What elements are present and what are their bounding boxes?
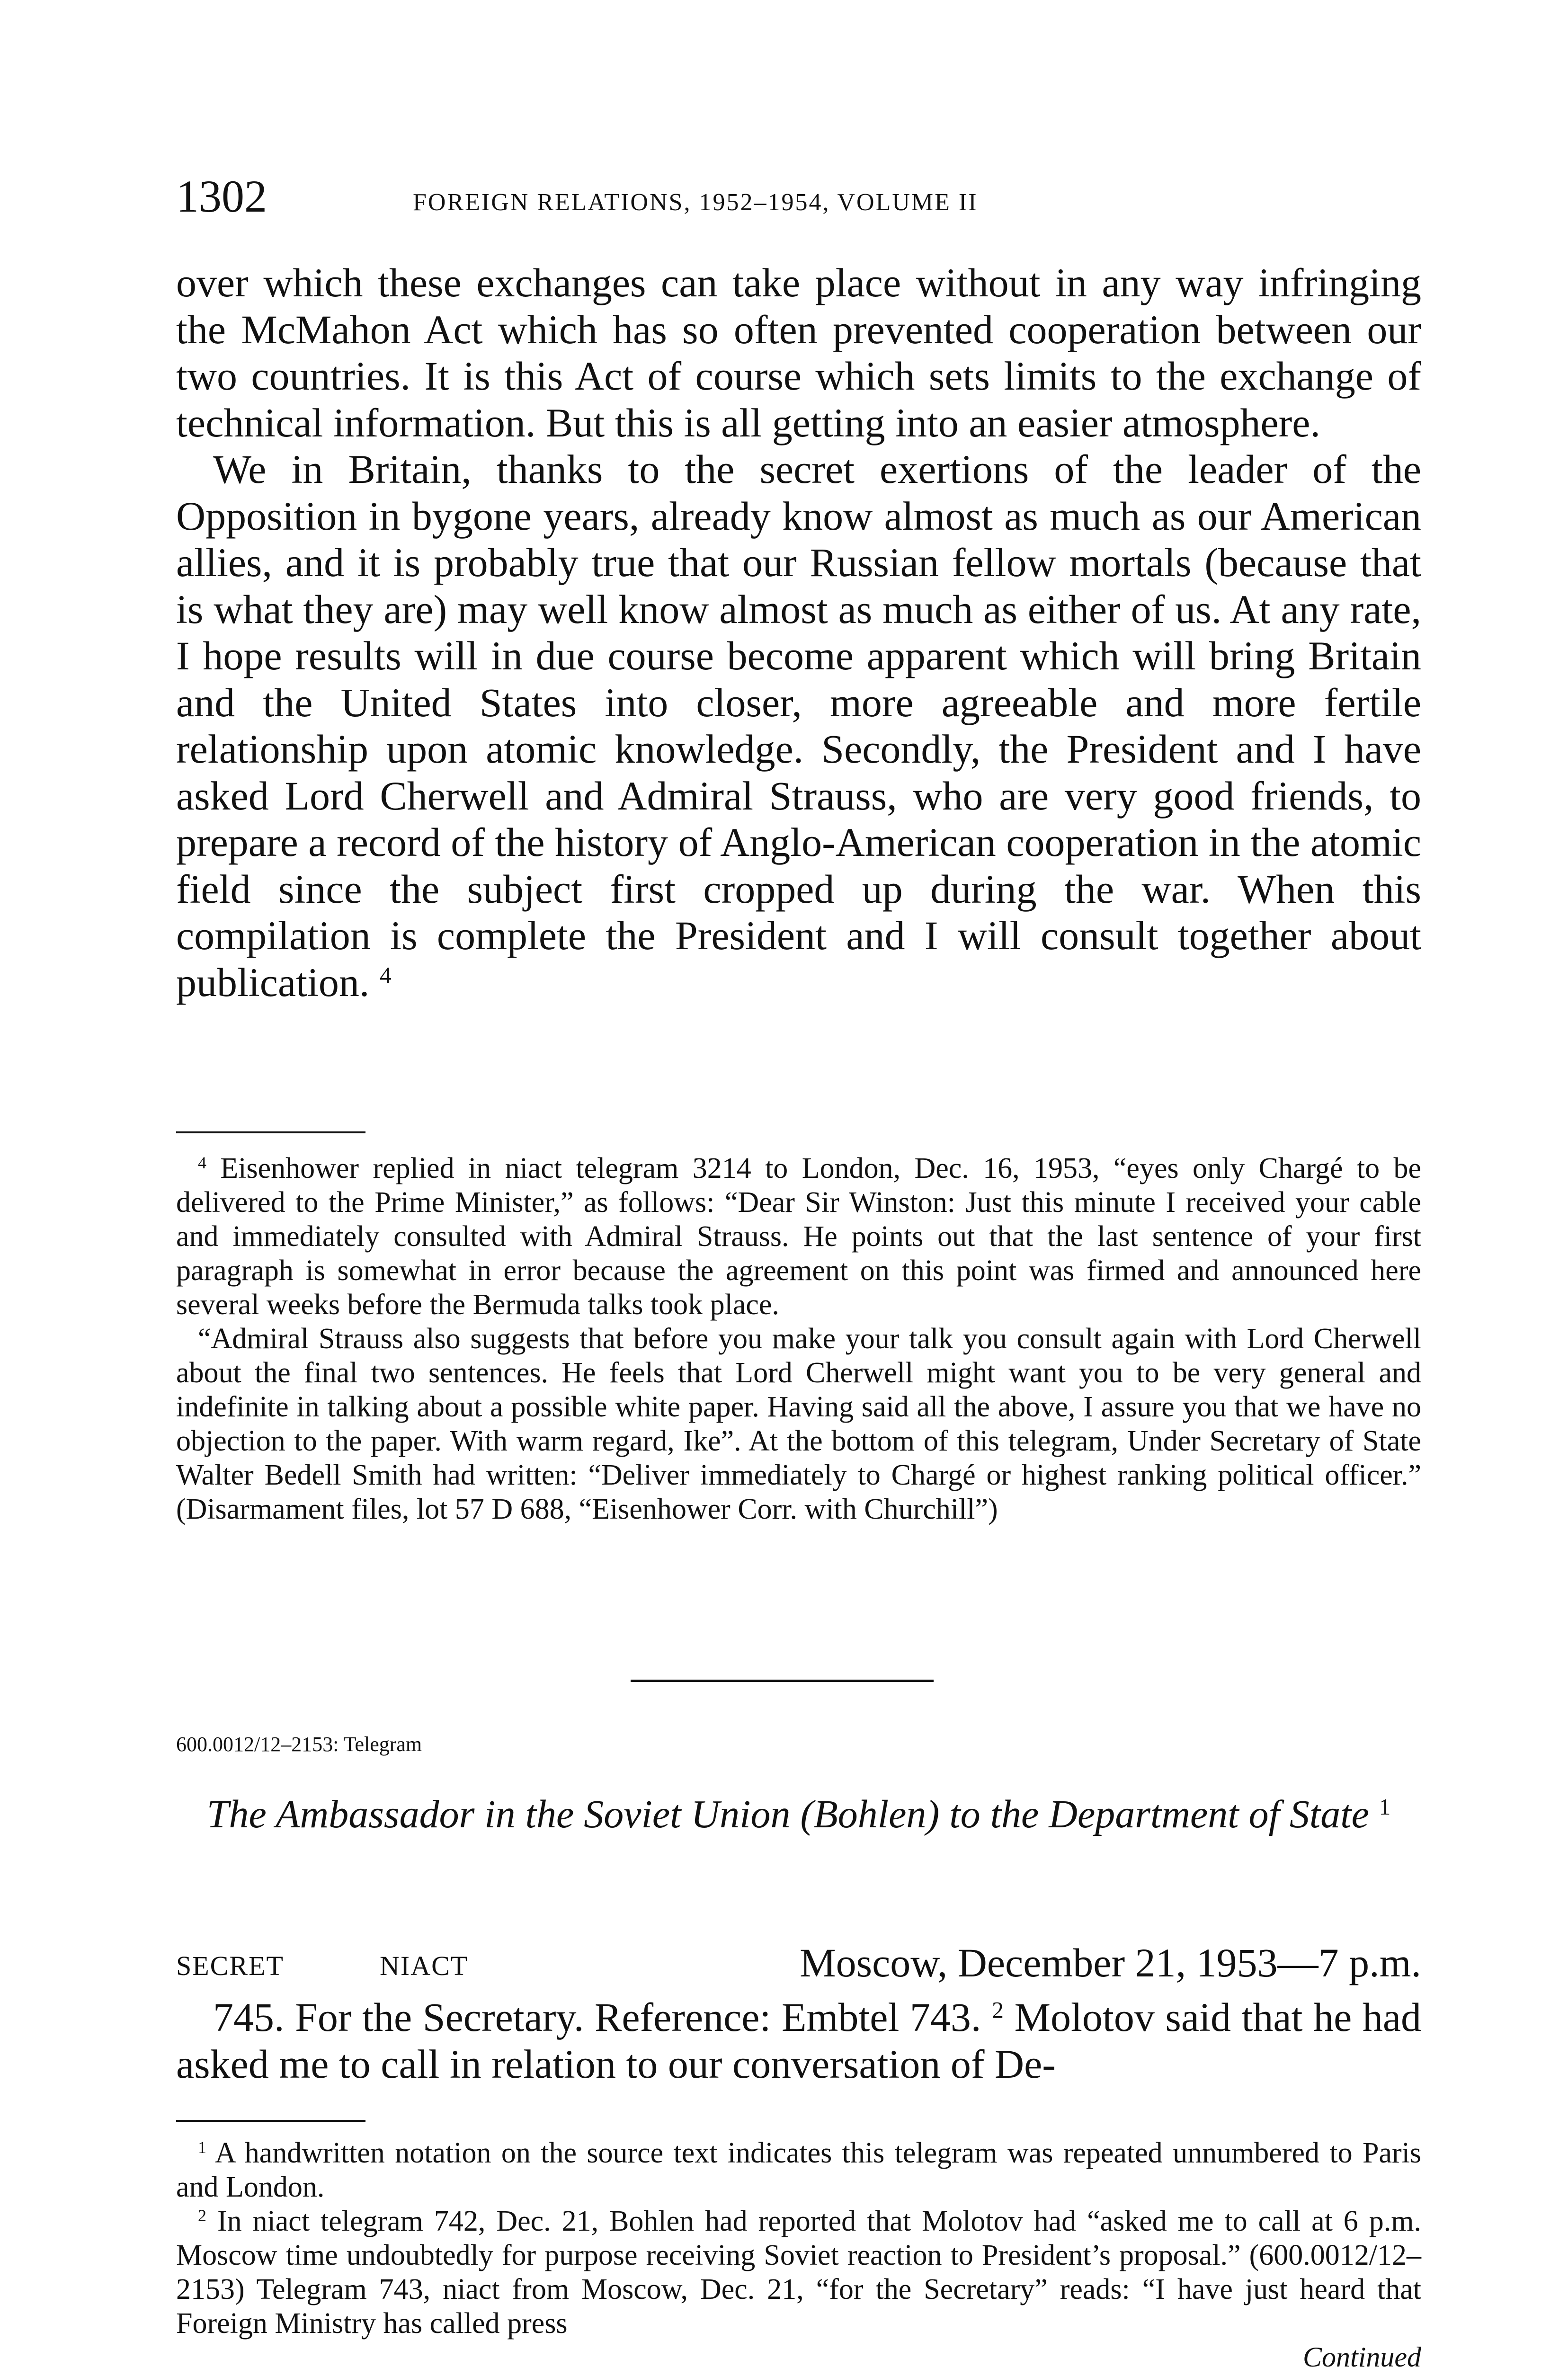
footnote-text: Eisenhower replied in niact telegram 3214 to London, Dec. 16, 1953, “eyes only Chargé to be delivered to the Prime Minister,” as follows: “Dear Sir Winston: Just this minute I received your cable and immediately consulted with Admiral Strauss. He points out that the last sentence of your first paragraph is somewhat in error because the agreement on this point was firmed and announced here several weeks before the Bermuda talks took place.: [176, 1152, 1422, 1321]
footnote-1: [176, 2136, 1421, 2204]
footnote-marker: 4: [198, 1153, 206, 1173]
precedence-label: NIACT: [380, 1950, 469, 1981]
footnote-4: [176, 1151, 1421, 1526]
body-paragraph-text: We in Britain, thanks to the secret exertions of the leader of the Opposition in bygone years, already know almost as much as our American allies, and it is probably true that our Russian fellow mortals (because that is what they are) may well know almost as much as either of us. At any rate, I hope results will in due course become apparent which will bring Britain and the United States into closer, more agreeable and more fertile relationship upon atomic knowledge. Secondly, the President and I have asked Lord Cherwell and Admiral Strauss, who are very good friends, to prepare a record of the history of Anglo-American cooperation in the atomic field since the subject first cropped up during the war. When this compilation is complete the President and I will consult together about publication.: [176, 446, 1421, 1005]
body-paragraph: [176, 446, 1421, 1006]
title-footnote-reference: 1: [1379, 1794, 1391, 1820]
telegram-paragraph: [176, 1994, 1421, 2087]
document-title: [176, 1789, 1421, 1840]
footnote-paragraph: “Admiral Strauss also suggests that before you make your talk you consult again with Lord Cherwell about the final two sentences. He feels that Lord Cherwell might want you to be very general and indefinite in talking about a possible white paper. Having said all the above, I assure you that we have no objection to the paper. With warm regard, Ike”. At the bottom of this telegram, Under Secretary of State Walter Bedell Smith had written: “Deliver immediately to Chargé or highest ranking political officer.” (Disarmament files, lot 57 D 688, “Eisenhower Corr. with Churchill”): [176, 1323, 1421, 1525]
footnote-reference: 4: [379, 962, 392, 988]
footnote-separator: [176, 2120, 365, 2122]
footnote-reference: 2: [992, 1997, 1004, 2023]
telegram-text-part: 745. For the Secretary. Reference: Embtel 743.: [213, 1994, 981, 2040]
footnote-2: [176, 2204, 1421, 2340]
footnote-separator: [176, 1131, 365, 1133]
document-title-text: The Ambassador in the Soviet Union (Bohlen) to the Department of State: [206, 1792, 1369, 1836]
page-header: [176, 170, 1417, 232]
bottom-footnotes: [176, 2136, 1421, 2367]
document-file-number: 600.0012/12–2153: Telegram: [176, 1733, 422, 1756]
footnote-text: In niact telegram 742, Dec. 21, Bohlen had reported that Molotov had “asked me to call at 6 p.m. Moscow time undoubtedly for purpose receiving Soviet reaction to President’s proposal.” (600.0012/12–2153) Telegram 743, niact from Moscow, Dec. 21, “for the Secretary” reads: “I have just heard that Foreign Ministry has called press: [176, 2205, 1421, 2340]
body-paragraph: over which these exchanges can take place without in any way infringing the McMahon Act which has so often prevented cooperation between our two countries. It is this Act of course which sets limits to the exchange of technical information. But this is all getting into an easier atmosphere.: [176, 260, 1421, 445]
page-number: 1302: [176, 171, 267, 222]
continued-label: Continued: [1303, 2341, 1421, 2367]
footnote-marker: 2: [198, 2206, 206, 2225]
footnote-paragraph: [176, 1151, 1421, 1322]
place-date: Moscow, December 21, 1953—7 p.m.: [800, 1940, 1421, 1985]
classification-label: SECRET: [176, 1950, 284, 1981]
main-text-continuation: [176, 259, 1421, 1006]
footnote-text: A handwritten notation on the source text indicates this telegram was repeated unnumbered to Paris and London.: [176, 2137, 1421, 2203]
telegram-text-part: Molotov said that he had asked me to call in relation to our conversation of De-: [176, 1994, 1422, 2087]
footnote-marker: 1: [198, 2138, 206, 2157]
dateline: [176, 1940, 1421, 1987]
running-head: FOREIGN RELATIONS, 1952–1954, VOLUME II: [413, 189, 978, 216]
section-divider: [631, 1680, 934, 1682]
telegram-text: [176, 1994, 1421, 2087]
